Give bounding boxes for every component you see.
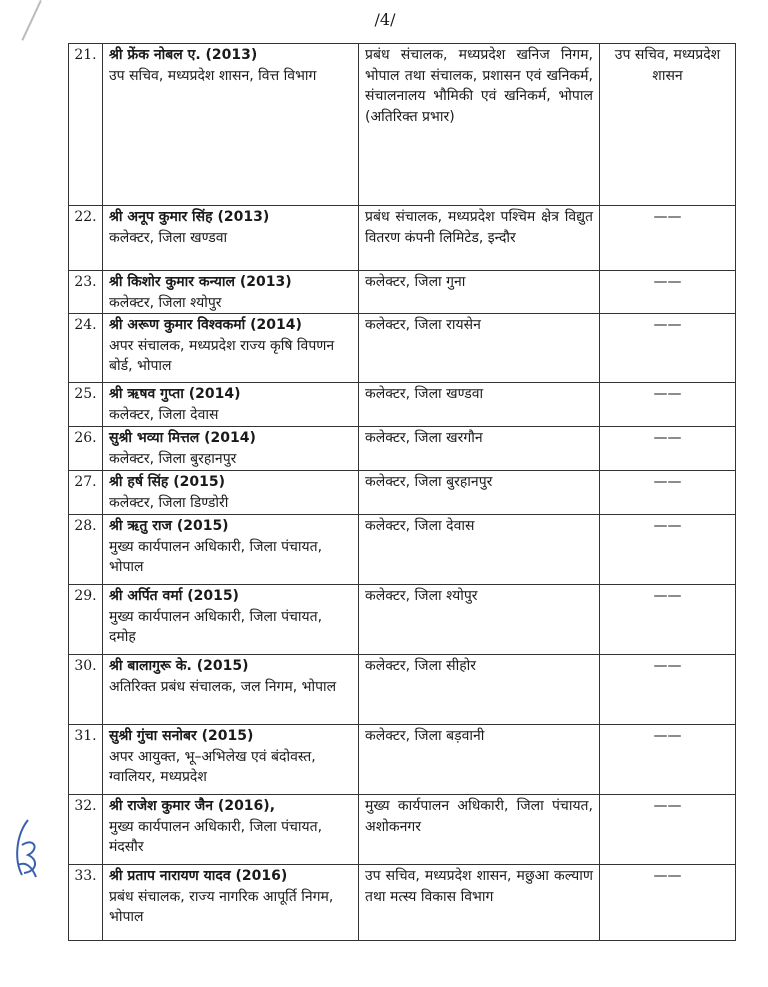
current-posting: मुख्य कार्यपालन अधिकारी, जिला पंचायत, मंदसौर [109, 818, 323, 855]
new-posting: उप सचिव, मध्यप्रदेश शासन, मछुआ कल्याण तथा मत्स्य विकास विभाग [359, 865, 600, 941]
officer-name: श्री ऋतु राज (2015) [109, 518, 229, 534]
new-posting: कलेक्टर, जिला खरगौन [359, 427, 600, 471]
serial-number: 21. [69, 44, 103, 206]
serial-number: 28. [69, 515, 103, 585]
remark: —— [600, 725, 736, 795]
page-number: /4/ [374, 10, 396, 29]
officer-cell [103, 795, 359, 865]
serial-number: 23. [69, 271, 103, 314]
remark: —— [600, 314, 736, 383]
new-posting: कलेक्टर, जिला देवास [359, 515, 600, 585]
officer-name: श्री फ्रेंक नोबल ए. (2013) [109, 47, 258, 63]
remark: —— [600, 383, 736, 427]
current-posting: कलेक्टर, जिला बुरहानपुर [109, 450, 237, 467]
remark: —— [600, 585, 736, 655]
remark: —— [600, 515, 736, 585]
table-row [69, 655, 736, 725]
table-row [69, 383, 736, 427]
table-row [69, 471, 736, 515]
serial-number: 26. [69, 427, 103, 471]
officer-name: श्री राजेश कुमार जैन (2016), [109, 798, 276, 814]
table-row [69, 865, 736, 941]
serial-number: 30. [69, 655, 103, 725]
officer-cell [103, 515, 359, 585]
officer-cell [103, 314, 359, 383]
remark: —— [600, 865, 736, 941]
new-posting: कलेक्टर, जिला बड़वानी [359, 725, 600, 795]
table-row [69, 427, 736, 471]
serial-number: 33. [69, 865, 103, 941]
remark: —— [600, 471, 736, 515]
officer-name: श्री प्रताप नारायण यादव (2016) [109, 868, 288, 884]
serial-number: 22. [69, 206, 103, 271]
current-posting: कलेक्टर, जिला डिण्डोरी [109, 494, 229, 511]
officer-cell [103, 471, 359, 515]
table-row [69, 515, 736, 585]
table-row [69, 44, 736, 206]
new-posting: मुख्य कार्यपालन अधिकारी, जिला पंचायत, अशोकनगर [359, 795, 600, 865]
officer-name: श्री ऋषव गुप्ता (2014) [109, 386, 241, 402]
officer-cell [103, 271, 359, 314]
officer-cell [103, 383, 359, 427]
officer-cell [103, 725, 359, 795]
officer-cell [103, 585, 359, 655]
new-posting: कलेक्टर, जिला बुरहानपुर [359, 471, 600, 515]
table-row [69, 271, 736, 314]
new-posting: प्रबंध संचालक, मध्यप्रदेश पश्चिम क्षेत्र विद्युत वितरण कंपनी लिमिटेड, इन्दौर [359, 206, 600, 271]
officer-name: श्री अर्पित वर्मा (2015) [109, 588, 239, 604]
current-posting: मुख्य कार्यपालन अधिकारी, जिला पंचायत, भोपाल [109, 538, 323, 575]
new-posting: कलेक्टर, जिला रायसेन [359, 314, 600, 383]
table-row [69, 206, 736, 271]
officer-cell [103, 206, 359, 271]
current-posting: प्रबंध संचालक, राज्य नागरिक आपूर्ति निगम, भोपाल [109, 888, 334, 925]
officer-cell [103, 44, 359, 206]
serial-number: 24. [69, 314, 103, 383]
officer-name: श्री बालागुरू के. (2015) [109, 658, 249, 674]
officer-name: श्री अरूण कुमार विश्वकर्मा (2014) [109, 317, 302, 333]
current-posting: उप सचिव, मध्यप्रदेश शासन, वित्त विभाग [109, 67, 317, 84]
table-row [69, 795, 736, 865]
serial-number: 31. [69, 725, 103, 795]
serial-number: 27. [69, 471, 103, 515]
current-posting: अपर संचालक, मध्यप्रदेश राज्य कृषि विपणन बोर्ड, भोपाल [109, 337, 335, 374]
officer-name: श्री किशोर कुमार कन्याल (2013) [109, 274, 292, 290]
page-edge-line [21, 0, 41, 41]
remark: —— [600, 271, 736, 314]
remark: —— [600, 427, 736, 471]
officer-cell [103, 865, 359, 941]
signature-initials [8, 815, 48, 885]
serial-number: 32. [69, 795, 103, 865]
current-posting: अतिरिक्त प्रबंध संचालक, जल निगम, भोपाल [109, 678, 337, 695]
remark: उप सचिव, मध्यप्रदेश शासन [600, 44, 736, 206]
current-posting: कलेक्टर, जिला देवास [109, 406, 219, 423]
current-posting: मुख्य कार्यपालन अधिकारी, जिला पंचायत, दमोह [109, 608, 323, 645]
officer-name: श्री हर्ष सिंह (2015) [109, 474, 225, 490]
current-posting: कलेक्टर, जिला श्योपुर [109, 294, 222, 311]
new-posting: प्रबंध संचालक, मध्यप्रदेश खनिज निगम, भोपाल तथा संचालक, प्रशासन एवं खनिकर्म, संचालनालय भौमिकी एवं खनिकर्म, भोपाल (अतिरिक्त प्रभार) [359, 44, 600, 206]
table-row [69, 725, 736, 795]
transfer-table [68, 43, 736, 941]
new-posting: कलेक्टर, जिला सीहोर [359, 655, 600, 725]
officer-cell [103, 427, 359, 471]
new-posting: कलेक्टर, जिला गुना [359, 271, 600, 314]
officer-name: सुश्री भव्या मित्तल (2014) [109, 430, 256, 446]
table-row [69, 585, 736, 655]
officer-name: सुश्री गुंचा सनोबर (2015) [109, 728, 254, 744]
officer-cell [103, 655, 359, 725]
current-posting: कलेक्टर, जिला खण्डवा [109, 229, 228, 246]
table-row [69, 314, 736, 383]
remark: —— [600, 655, 736, 725]
serial-number: 25. [69, 383, 103, 427]
remark: —— [600, 795, 736, 865]
current-posting: अपर आयुक्त, भू–अभिलेख एवं बंदोवस्त, ग्वालियर, मध्यप्रदेश [109, 748, 316, 785]
new-posting: कलेक्टर, जिला श्योपुर [359, 585, 600, 655]
new-posting: कलेक्टर, जिला खण्डवा [359, 383, 600, 427]
serial-number: 29. [69, 585, 103, 655]
officer-name: श्री अनूप कुमार सिंह (2013) [109, 209, 270, 225]
remark: —— [600, 206, 736, 271]
